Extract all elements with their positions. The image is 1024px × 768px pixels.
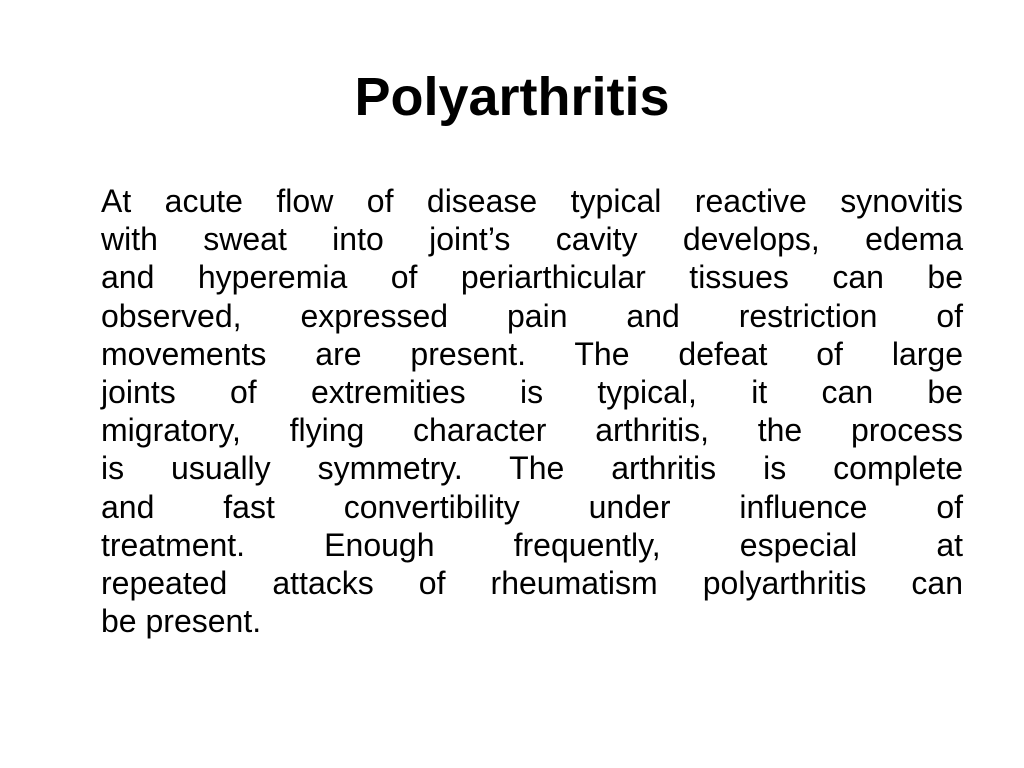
body-line: treatment. Enough frequently, especial at [101, 526, 963, 563]
body-line: movements are present. The defeat of large [101, 335, 963, 372]
body-line: migratory, flying character arthritis, the process [101, 412, 963, 449]
body-line: and hyperemia of periarthicular tissues can be [101, 259, 963, 296]
body-line: At acute flow of disease typical reactive synovitis [101, 183, 963, 219]
body-line: joints of extremities is typical, it can be [101, 374, 963, 411]
slide-title: Polyarthritis [354, 67, 670, 127]
body-line: and fast convertibility under influence of [101, 488, 963, 525]
body-line: is usually symmetry. The arthritis is complete [101, 450, 963, 487]
body-line: observed, expressed pain and restriction of [101, 297, 963, 334]
body-line: repeated attacks of rheumatism polyarthritis can [101, 565, 963, 602]
body-line: be present. [101, 603, 262, 640]
slide-body-text [101, 182, 963, 640]
body-line: with sweat into joint’s cavity develops, edema [101, 221, 963, 258]
